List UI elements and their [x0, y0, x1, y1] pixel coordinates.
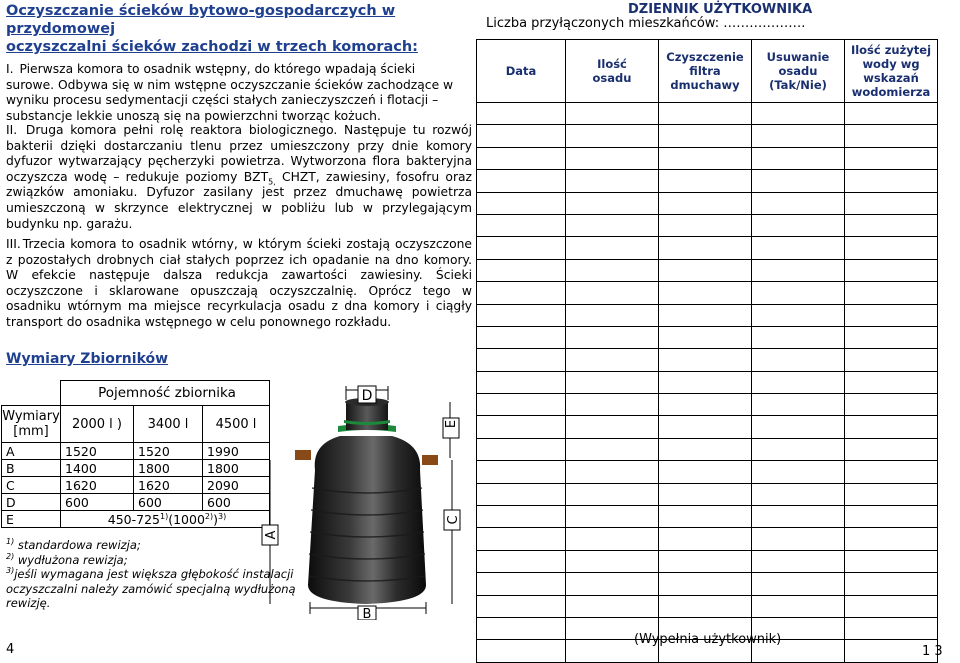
journal-cell[interactable] — [566, 170, 659, 192]
journal-cell[interactable] — [845, 282, 938, 304]
journal-cell[interactable] — [659, 595, 752, 617]
journal-cell[interactable] — [659, 125, 752, 147]
footer-note: (Wypełnia użytkownik) — [634, 632, 782, 647]
journal-cell[interactable] — [659, 371, 752, 393]
journal-cell[interactable] — [845, 371, 938, 393]
journal-row — [477, 237, 938, 259]
journal-cell[interactable] — [477, 461, 566, 483]
section-number: III. — [6, 237, 21, 251]
journal-row — [477, 147, 938, 169]
journal-cell[interactable] — [566, 550, 659, 572]
journal-cell[interactable] — [752, 170, 845, 192]
document-title — [6, 2, 476, 56]
header-line: Data — [505, 64, 537, 78]
journal-cell[interactable] — [566, 326, 659, 348]
inlet-pipe — [295, 450, 311, 460]
journal-row — [477, 170, 938, 192]
cell: 1800 — [203, 460, 270, 477]
journal-cell[interactable] — [845, 573, 938, 595]
header-line: dmuchawy — [670, 78, 740, 92]
cell: 600 — [134, 494, 203, 511]
journal-cell[interactable] — [845, 416, 938, 438]
section-second-chamber — [6, 123, 472, 232]
capacity-2000: 2000 l ) — [61, 406, 134, 443]
journal-row — [477, 125, 938, 147]
journal-cell[interactable] — [752, 237, 845, 259]
table-row — [2, 511, 270, 528]
journal-row — [477, 259, 938, 281]
journal-cell[interactable] — [566, 259, 659, 281]
cell: 1620 — [134, 477, 203, 494]
footnote-text: wydłużona rewizja; — [14, 552, 128, 567]
journal-cell[interactable] — [845, 214, 938, 236]
section-first-chamber — [6, 62, 466, 124]
column-header-blower-filter — [659, 40, 752, 103]
journal-rows — [477, 103, 938, 663]
journal-cell[interactable] — [477, 528, 566, 550]
journal-cell[interactable] — [752, 125, 845, 147]
label-c: C — [446, 515, 461, 525]
journal-row — [477, 192, 938, 214]
page-number-right: 1 3 — [922, 644, 943, 659]
e-range: 450-725 — [107, 511, 160, 527]
journal-cell[interactable] — [566, 416, 659, 438]
journal-cell[interactable] — [566, 237, 659, 259]
journal-cell[interactable] — [477, 147, 566, 169]
journal-cell[interactable] — [752, 259, 845, 281]
header-line: (Tak/Nie) — [769, 78, 827, 92]
journal-cell[interactable] — [845, 483, 938, 505]
journal-cell[interactable] — [566, 483, 659, 505]
journal-cell[interactable] — [477, 304, 566, 326]
e-alt: (1000 — [168, 511, 205, 527]
journal-cell[interactable] — [845, 550, 938, 572]
journal-cell[interactable] — [752, 461, 845, 483]
journal-cell[interactable] — [566, 282, 659, 304]
journal-cell[interactable] — [659, 573, 752, 595]
cell: 1520 — [61, 443, 134, 460]
journal-cell[interactable] — [566, 147, 659, 169]
header-line: filtra — [689, 64, 721, 78]
journal-row — [477, 349, 938, 371]
journal-cell[interactable] — [659, 394, 752, 416]
journal-row — [477, 438, 938, 460]
journal-row — [477, 528, 938, 550]
journal-cell[interactable] — [659, 461, 752, 483]
section-number: II. — [6, 123, 18, 137]
journal-row — [477, 461, 938, 483]
header-line: Usuwanie osadu — [766, 50, 830, 78]
row-label: B — [2, 460, 61, 477]
capacity-header: Pojemność zbiornika — [61, 381, 270, 406]
journal-cell[interactable] — [659, 326, 752, 348]
journal-cell[interactable] — [752, 282, 845, 304]
journal-cell[interactable] — [659, 237, 752, 259]
journal-cell[interactable] — [659, 550, 752, 572]
journal-cell[interactable] — [477, 103, 566, 125]
journal-cell[interactable] — [659, 528, 752, 550]
journal-cell[interactable] — [659, 304, 752, 326]
residents-count-field: Liczba przyłączonych mieszkańców: ………………. — [486, 16, 806, 31]
journal-cell[interactable] — [752, 550, 845, 572]
table-row — [2, 494, 270, 511]
journal-cell[interactable] — [659, 282, 752, 304]
row-label: C — [2, 477, 61, 494]
footnote-text: standardowa rewizja; — [14, 538, 141, 552]
row-label: E — [2, 511, 61, 528]
table-row — [2, 477, 270, 494]
journal-cell[interactable] — [752, 214, 845, 236]
header-line: Ilość — [597, 57, 627, 71]
section-text-b: CHZT, zawiesiny, fosofru oraz związków amoniaku. Dyfuzor zasilany jest przez dmuchawę powietrza umieszczoną w skrzynce elektrycznej w pobliżu lub w przylegającym budynku np. garażu. — [6, 169, 472, 231]
journal-row — [477, 506, 938, 528]
journal-cell[interactable] — [845, 617, 938, 639]
journal-cell[interactable] — [659, 438, 752, 460]
journal-cell[interactable] — [845, 349, 938, 371]
footnote-text: jeśli wymagana jest większa głębokość instalacji oczyszczalni należy zamówić specjalną wydłużoną rewizję. — [6, 567, 296, 610]
journal-cell[interactable] — [845, 125, 938, 147]
journal-cell[interactable] — [845, 192, 938, 214]
journal-cell[interactable] — [845, 237, 938, 259]
journal-cell[interactable] — [566, 461, 659, 483]
journal-cell[interactable] — [477, 259, 566, 281]
footnote-mark: 3) — [6, 566, 15, 576]
journal-cell[interactable] — [477, 550, 566, 572]
journal-cell[interactable] — [659, 170, 752, 192]
journal-cell[interactable] — [477, 192, 566, 214]
journal-cell[interactable] — [845, 595, 938, 617]
journal-cell[interactable] — [566, 528, 659, 550]
journal-cell[interactable] — [752, 528, 845, 550]
dimensions-heading: Wymiary Zbiorników — [6, 351, 169, 367]
journal-cell[interactable] — [477, 237, 566, 259]
journal-row — [477, 550, 938, 572]
journal-cell[interactable] — [477, 282, 566, 304]
column-header-water-usage — [845, 40, 938, 103]
journal-cell[interactable] — [659, 103, 752, 125]
tank-neck — [346, 402, 388, 430]
journal-cell[interactable] — [477, 573, 566, 595]
footnote-mark: 2) — [6, 551, 15, 561]
table-row — [2, 443, 270, 460]
section-third-chamber — [6, 237, 472, 331]
journal-cell[interactable] — [752, 438, 845, 460]
capacity-3400: 3400 l — [134, 406, 203, 443]
table-empty-corner — [2, 381, 61, 406]
journal-cell[interactable] — [845, 528, 938, 550]
journal-cell[interactable] — [659, 192, 752, 214]
cell: 1400 — [61, 460, 134, 477]
journal-row — [477, 595, 938, 617]
journal-cell[interactable] — [566, 214, 659, 236]
section-number: I. — [6, 62, 14, 76]
journal-cell[interactable] — [752, 371, 845, 393]
journal-cell[interactable] — [659, 214, 752, 236]
document-title-line-1: Oczyszczanie ścieków bytowo-gospodarczych w przydomowej — [6, 3, 396, 37]
journal-row — [477, 371, 938, 393]
journal-cell[interactable] — [566, 438, 659, 460]
document-title-line-2: oczyszczalni ścieków zachodzi w trzech komorach: — [6, 39, 418, 55]
cell-e-value — [61, 511, 270, 528]
section-subscript: 5, — [268, 177, 276, 187]
septic-tank-illustration — [240, 380, 472, 620]
journal-cell[interactable] — [659, 147, 752, 169]
label-a: A — [264, 530, 279, 540]
journal-cell[interactable] — [659, 259, 752, 281]
journal-cell[interactable] — [566, 103, 659, 125]
journal-cell[interactable] — [752, 394, 845, 416]
section-text-a: Druga komora pełni rolę reaktora biologicznego. Następuje tu rozwój bakterii dzięki dostarczaniu tlenu przez umieszczony przy dnie komory dyfuzor wytwarzający pęcherzyki powietrza. Wytworzona flora bakteryjna oczyszcza wodę – redukuje poziomy BZT — [6, 123, 472, 184]
section-text: Trzecia komora to osadnik wtórny, w którym ścieki zostają oczyszczone z pozostałych drobnych ciał stałych poprzez ich opadanie na dno komory. W efekcie następuje dalsza redukcja zawartości zawiesiny. Ścieki oczyszczone i sklarowane opuszczają oczyszczalnię. Oprócz tego w osadniku wtórnym ma miejsce recyrkulacja osadu z dna komory i ciągły transport do osadnika wstępnego w celu ponownego rozkładu. — [6, 237, 472, 329]
page-number-left: 4 — [6, 642, 15, 657]
journal-cell[interactable] — [659, 416, 752, 438]
e-sup-3: 3) — [218, 511, 227, 521]
journal-cell[interactable] — [566, 192, 659, 214]
journal-cell[interactable] — [752, 326, 845, 348]
journal-cell[interactable] — [752, 595, 845, 617]
cell: 600 — [203, 494, 270, 511]
journal-cell[interactable] — [477, 214, 566, 236]
journal-cell[interactable] — [477, 349, 566, 371]
capacity-4500: 4500 l — [203, 406, 270, 443]
journal-cell[interactable] — [477, 170, 566, 192]
journal-cell[interactable] — [845, 461, 938, 483]
journal-cell[interactable] — [752, 147, 845, 169]
journal-row — [477, 214, 938, 236]
journal-cell[interactable] — [845, 147, 938, 169]
row-label: D — [2, 494, 61, 511]
journal-cell[interactable] — [752, 304, 845, 326]
column-header-sludge-amount — [566, 40, 659, 103]
footnote-mark: 1) — [6, 537, 15, 547]
cell: 2090 — [203, 477, 270, 494]
e-close: ) — [213, 511, 219, 527]
dimensions-header — [2, 406, 61, 443]
journal-cell[interactable] — [659, 506, 752, 528]
journal-cell[interactable] — [477, 371, 566, 393]
journal-row — [477, 573, 938, 595]
journal-cell[interactable] — [659, 349, 752, 371]
journal-cell[interactable] — [566, 573, 659, 595]
journal-cell[interactable] — [845, 304, 938, 326]
journal-cell[interactable] — [477, 483, 566, 505]
journal-row — [477, 103, 938, 125]
journal-cell[interactable] — [477, 595, 566, 617]
e-sup-1: 1) — [159, 511, 169, 521]
journal-cell[interactable] — [566, 349, 659, 371]
journal-cell[interactable] — [752, 416, 845, 438]
journal-cell[interactable] — [477, 125, 566, 147]
journal-cell[interactable] — [566, 304, 659, 326]
journal-row — [477, 394, 938, 416]
journal-row — [477, 282, 938, 304]
journal-row — [477, 326, 938, 348]
journal-cell[interactable] — [752, 349, 845, 371]
dimensions-header-line-1: Wymiary — [2, 409, 60, 424]
journal-cell[interactable] — [477, 438, 566, 460]
cell: 600 — [61, 494, 134, 511]
journal-row — [477, 483, 938, 505]
header-line: wody wg — [862, 57, 920, 71]
header-line: osadu — [592, 71, 632, 85]
journal-cell[interactable] — [845, 506, 938, 528]
row-label: A — [2, 443, 61, 460]
column-header-date — [477, 40, 566, 103]
table-row — [2, 460, 270, 477]
cell: 1520 — [134, 443, 203, 460]
journal-row — [477, 304, 938, 326]
journal-cell[interactable] — [566, 506, 659, 528]
journal-cell[interactable] — [845, 259, 938, 281]
journal-cell[interactable] — [752, 483, 845, 505]
journal-cell[interactable] — [752, 506, 845, 528]
journal-cell[interactable] — [845, 326, 938, 348]
journal-cell[interactable] — [566, 125, 659, 147]
journal-cell[interactable] — [477, 617, 566, 639]
journal-cell[interactable] — [752, 103, 845, 125]
journal-cell[interactable] — [477, 416, 566, 438]
outlet-pipe — [422, 455, 438, 465]
label-e: E — [444, 419, 459, 429]
journal-row — [477, 416, 938, 438]
header-line: Ilość zużytej — [850, 43, 932, 57]
e-sup-2: 2) — [204, 511, 214, 521]
journal-cell[interactable] — [566, 371, 659, 393]
user-journal-table — [476, 39, 938, 663]
journal-cell[interactable] — [659, 483, 752, 505]
cell: 1800 — [134, 460, 203, 477]
journal-cell[interactable] — [477, 326, 566, 348]
journal-cell[interactable] — [845, 170, 938, 192]
header-line: Czyszczenie — [666, 50, 744, 64]
column-header-sludge-removal — [752, 40, 845, 103]
cell: 1990 — [203, 443, 270, 460]
header-line: wodomierza — [851, 85, 931, 99]
journal-cell[interactable] — [752, 573, 845, 595]
journal-title: DZIENNIK UŻYTKOWNIKA — [628, 2, 813, 17]
journal-cell[interactable] — [845, 103, 938, 125]
journal-cell[interactable] — [566, 394, 659, 416]
label-b: B — [362, 607, 372, 620]
section-text: Pierwsza komora to osadnik wstępny, do którego wpadają ścieki surowe. Odbywa się w nim wstępne oczyszczanie ścieków zachodzące w wyniku procesu sedymentacji części stałych zanieczyszczeń i flotacji – substancje lekkie unoszą się na powierzchni tworząc kożuch. — [6, 62, 454, 123]
journal-cell[interactable] — [566, 595, 659, 617]
journal-cell[interactable] — [752, 192, 845, 214]
journal-cell[interactable] — [845, 438, 938, 460]
dimensions-table — [1, 380, 270, 528]
label-d: D — [361, 388, 373, 404]
header-line: wskazań — [863, 71, 919, 85]
journal-cell[interactable] — [477, 394, 566, 416]
journal-cell[interactable] — [477, 506, 566, 528]
cell: 1620 — [61, 477, 134, 494]
dimensions-header-line-2: [mm] — [13, 424, 49, 439]
journal-cell[interactable] — [845, 394, 938, 416]
